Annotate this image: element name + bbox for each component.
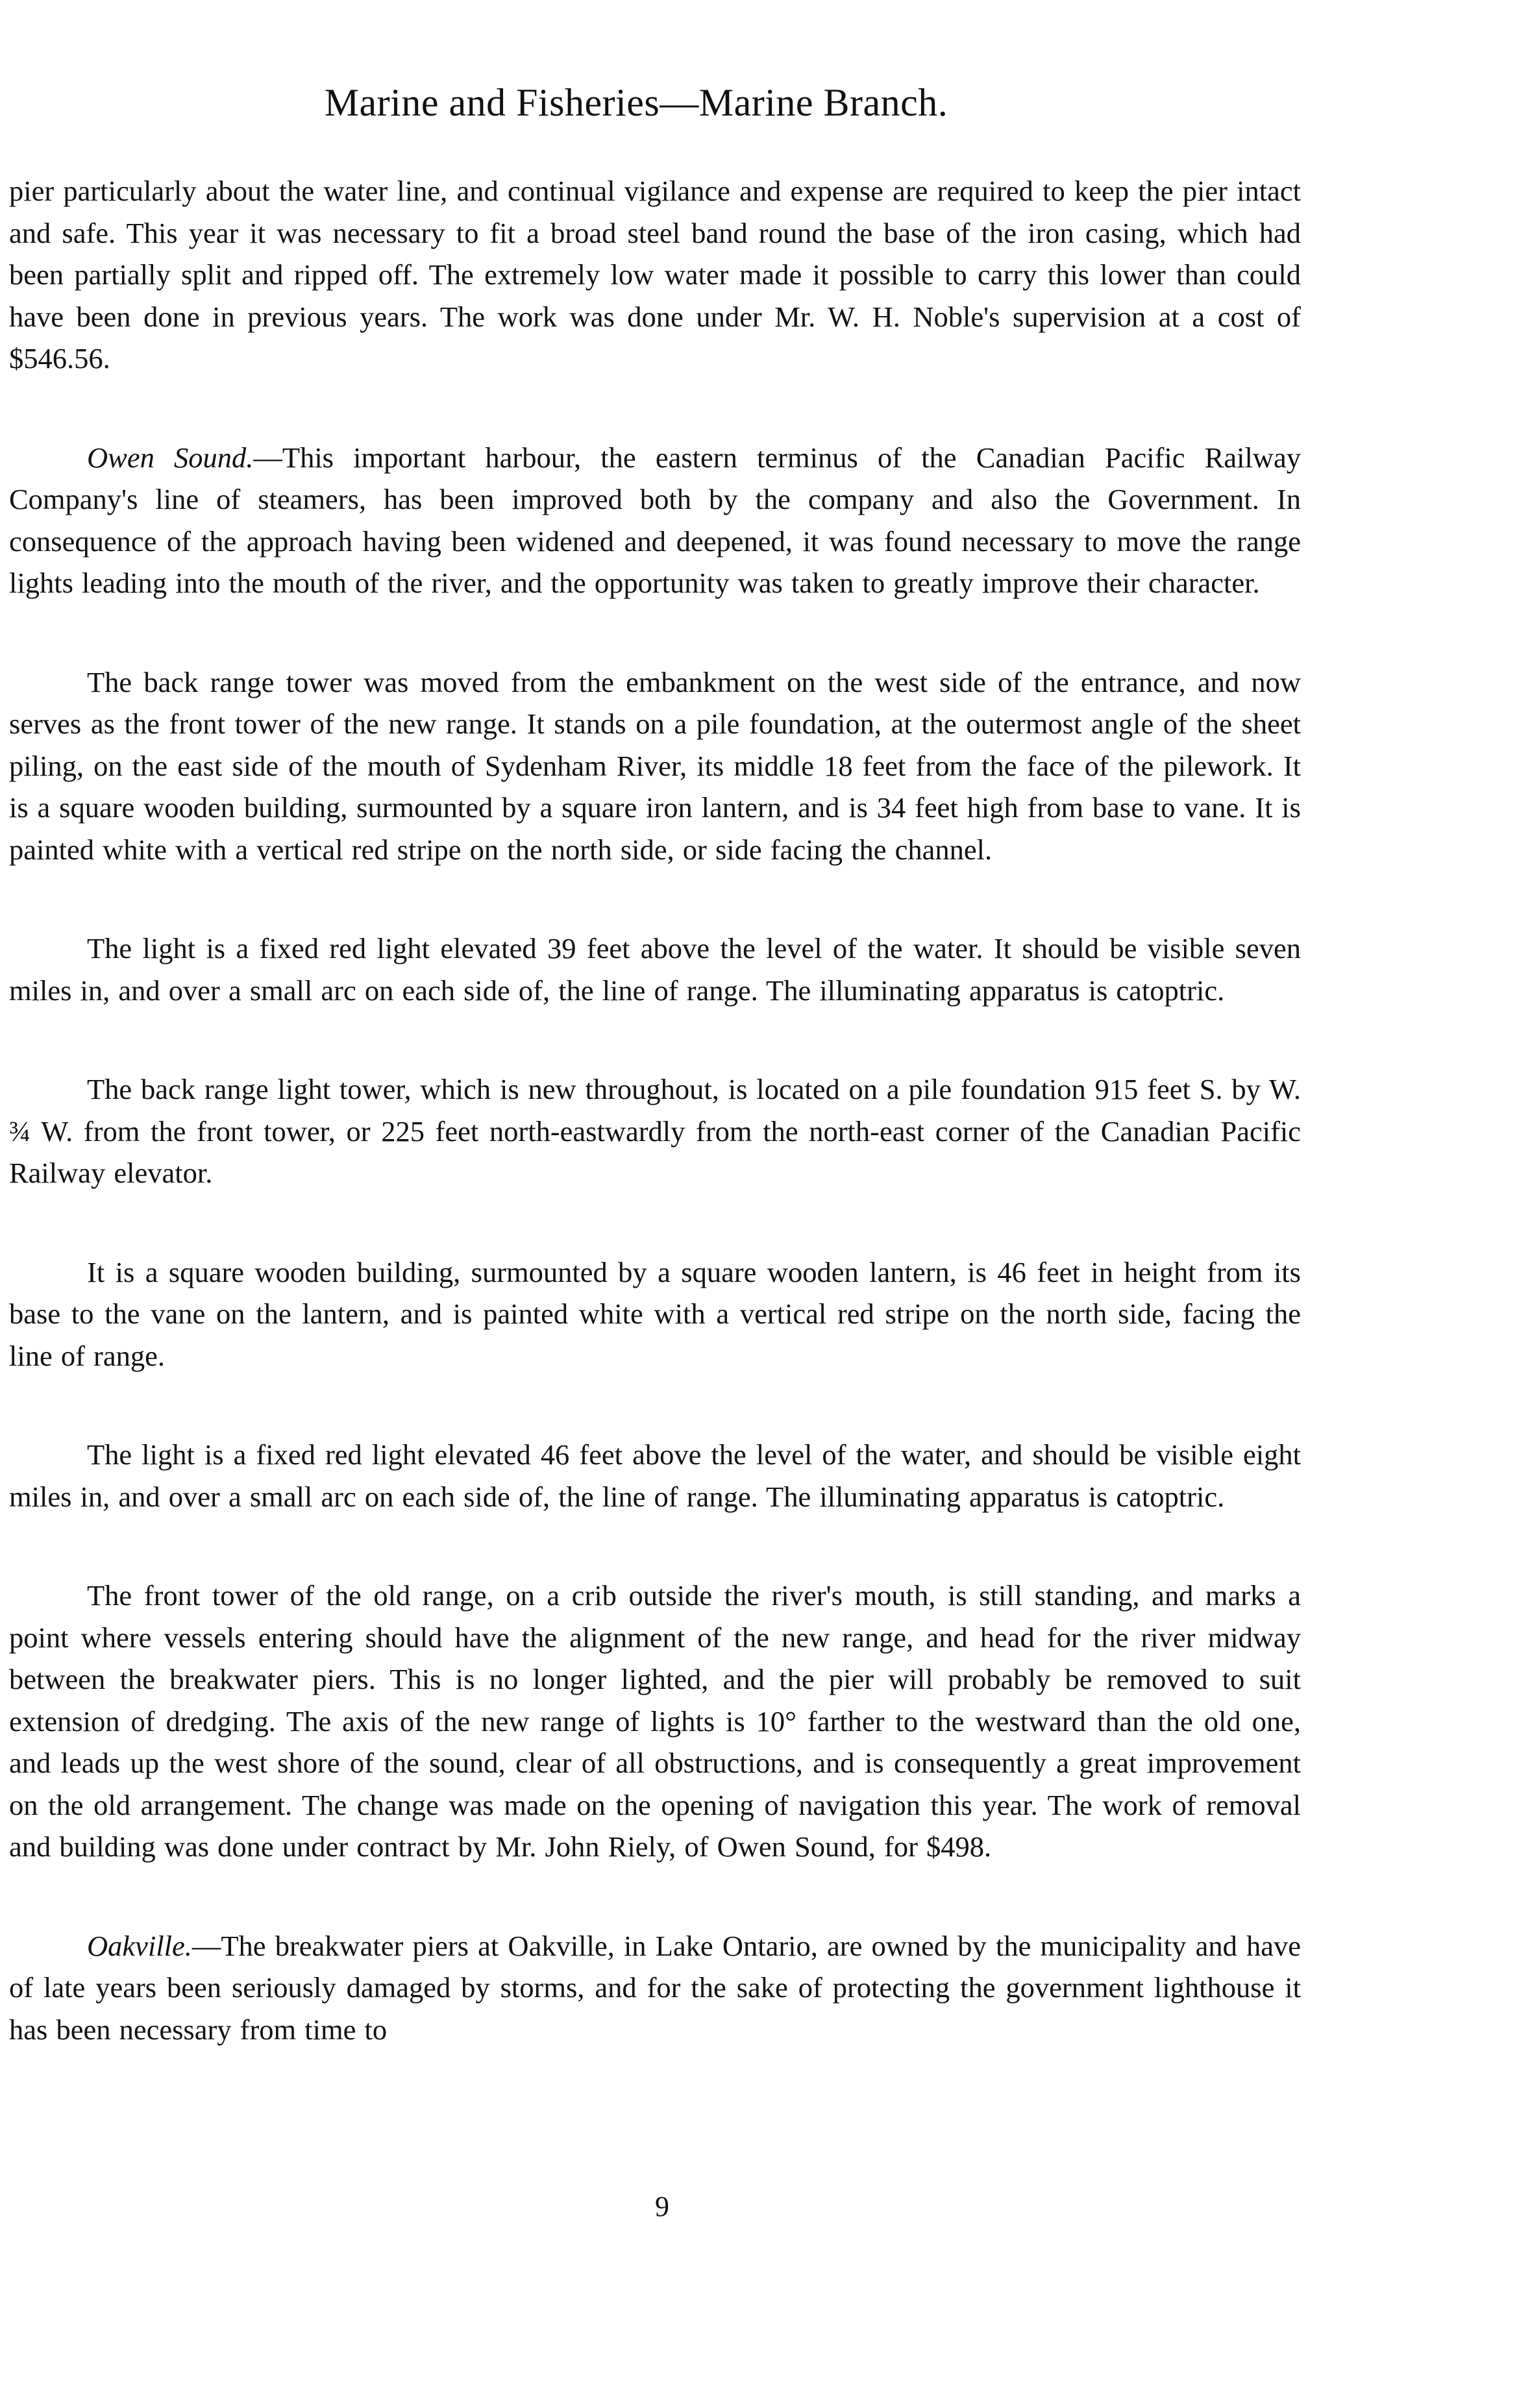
paragraph-text: The light is a fixed red light elevated 46 feet above the level of the water, and should be visible eight miles in, and over a small arc on each side of, the line of range. The illuminating apparatus is catoptric. (9, 1438, 1301, 1513)
body-text (9, 170, 1301, 2050)
paragraph-front-light (9, 928, 1301, 1011)
paragraph-text: The front tower of the old range, on a crib outside the river's mouth, is still standing, and marks a point where vessels entering should have the alignment of the new range, and head for the river midway between the breakwater piers. This is no longer lighted, and the pier will probably be removed to suit extension of dredging. The axis of the new range of lights is 10° farther to the westward than the old one, and leads up the west shore of the sound, clear of all obstructions, and is consequently a great improvement on the old arrangement. The change was made on the opening of navigation this year. The work of removal and building was done under contract by Mr. John Riely, of Owen Sound, for $498. (9, 1579, 1301, 1863)
paragraph-text: —The breakwater piers at Oakville, in Lake Ontario, are owned by the municipality and have of late years been seriously damaged by storms, and for the sake of protecting the government lighthouse it has been necessary from time to (9, 1929, 1301, 2046)
paragraph-owen-sound (9, 437, 1301, 604)
section-lead-oakville: Oakville. (87, 1929, 192, 1962)
paragraph-text: The back range tower was moved from the embankment on the west side of the entrance, and now serves as the front tower of the new range. It stands on a pile foundation, at the outermost angle of the sheet piling, on the east side of the mouth of Sydenham River, its middle 18 feet from the face of the pilework. It is a square wooden building, surmounted by a square iron lantern, and is 34 feet high from base to vane. It is painted white with a vertical red stripe on the north side, or side facing the channel. (9, 665, 1301, 866)
paragraph-text: pier particularly about the water line, and continual vigilance and expense are required to keep the pier intact and safe. This year it was necessary to fit a broad steel band round the base of the iron casing, which had been partially split and ripped off. The extremely low water made it possible to carry this lower than could have been done in previous years. The work was done under Mr. W. H. Noble's supervision at a cost of $546.56. (9, 175, 1301, 375)
paragraph-wooden-building (9, 1251, 1301, 1377)
paragraph-pier-repairs (9, 170, 1301, 380)
running-head: Marine and Fisheries—Marine Branch. (324, 81, 948, 124)
section-lead-owen-sound: Owen Sound. (87, 441, 254, 474)
paragraph-old-range (9, 1575, 1301, 1868)
page-number: 9 (655, 2191, 669, 2222)
paragraph-text: —This important harbour, the eastern terminus of the Canadian Pacific Railway Company's line of steamers, has been improved both by the company and also the Government. In consequence of the approach having been widened and deepened, it was found necessary to move the range lights leading into the mouth of the river, and the opportunity was taken to greatly improve their character. (9, 441, 1302, 599)
paragraph-text: The back range light tower, which is new throughout, is located on a pile foundation 915 feet S. by W. ¾ W. from the front tower, or 225 feet north-eastwardly from the north-east corner of the Canadian Pacific Railway elevator. (9, 1073, 1301, 1189)
paragraph-oakville (9, 1925, 1301, 2051)
paragraph-back-light (9, 1434, 1301, 1517)
paragraph-text: The light is a fixed red light elevated 39 feet above the level of the water. It should be visible seven miles in, and over a small arc on each side of, the line of range. The illuminating apparatus is catoptric. (9, 932, 1301, 1007)
paragraph-text: It is a square wooden building, surmounted by a square wooden lantern, is 46 feet in height from its base to the vane on the lantern, and is painted white with a vertical red stripe on the north side, facing the line of range. (9, 1255, 1301, 1372)
paragraph-back-range-tower (9, 661, 1301, 871)
paragraph-back-range-light-tower (9, 1068, 1301, 1194)
